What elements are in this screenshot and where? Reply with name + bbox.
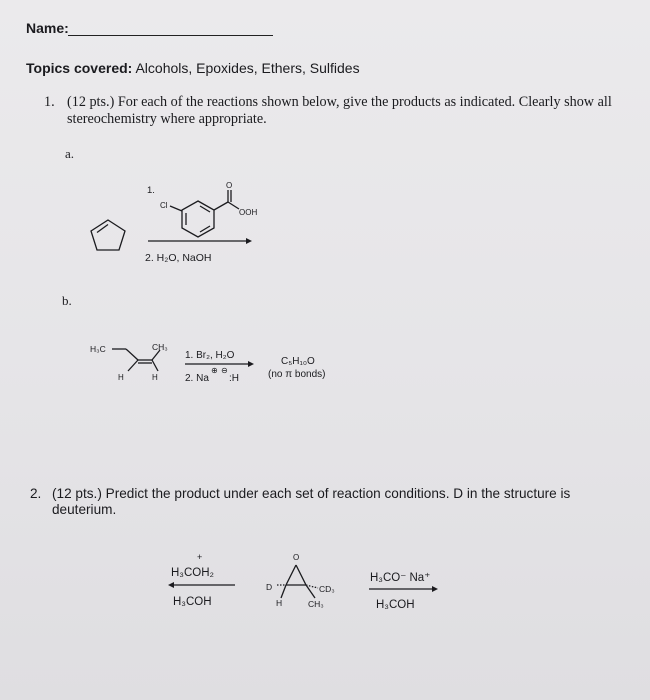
topics-list: Alcohols, Epoxides, Ethers, Sulfides [135,60,360,76]
step1-number: 1. [147,185,155,196]
reagent-o-label: O [226,181,233,190]
epoxide-d-label: D [266,582,273,592]
h-left-label: H [118,373,124,382]
question-1-text: (12 pts.) For each of the reactions shown below, give the products as indicated. Clearly show all stereochemistry where appropriate. [67,94,612,127]
left-plus-charge: + [197,552,203,562]
h3c-label: H₃C [90,344,106,354]
part-a-label: a. [65,146,75,161]
right-reagent-bottom: H₃COH [376,599,415,611]
reaction-b [88,336,348,396]
left-reagent-top: H₃COH₂ [171,567,215,579]
ooh-label: OOH [239,208,258,217]
h-right-label: H [152,373,158,382]
epoxide-h-label: H [276,598,283,608]
reaction-a [88,178,288,268]
reaction-2 [150,548,450,623]
name-blank-line[interactable] [68,35,273,36]
topics-label: Topics covered: [26,60,133,76]
epoxide-structure [277,565,318,598]
cis-2-butene-structure [112,349,160,371]
cl-label: Cl [160,201,168,210]
epoxide-cd3-label: CD₃ [319,584,335,594]
minus-charge: ⊖ [221,366,228,375]
epoxide-o-label: O [293,553,300,562]
question-1-number: 1. [44,94,55,110]
product-note: (no π bonds) [268,369,326,380]
name-label: Name: [26,20,69,36]
b-step2-sodium: 2. Na [185,373,209,384]
question-2-number: 2. [30,486,42,501]
left-reagent-bottom: H₃COH [173,596,212,608]
mcpba-structure [170,190,239,237]
b-step1-reagents: 1. Br₂, H₂O [185,350,235,361]
plus-charge: ⊕ [211,366,218,375]
product-formula: C₅H₁₀O [281,356,315,367]
part-b-label: b. [62,293,72,308]
step2-reagents: 2. H₂O, NaOH [145,252,212,264]
topics-covered [26,60,360,76]
hydride-label: :H [229,373,239,384]
question-2-text: (12 pts.) Predict the product under each set of reaction conditions. D in the structure is deuterium. [52,486,571,517]
right-reagent-top: H₃CO⁻ Na⁺ [370,572,431,584]
ch3-label: CH₃ [152,342,168,352]
epoxide-ch3-label: CH₃ [308,599,324,609]
